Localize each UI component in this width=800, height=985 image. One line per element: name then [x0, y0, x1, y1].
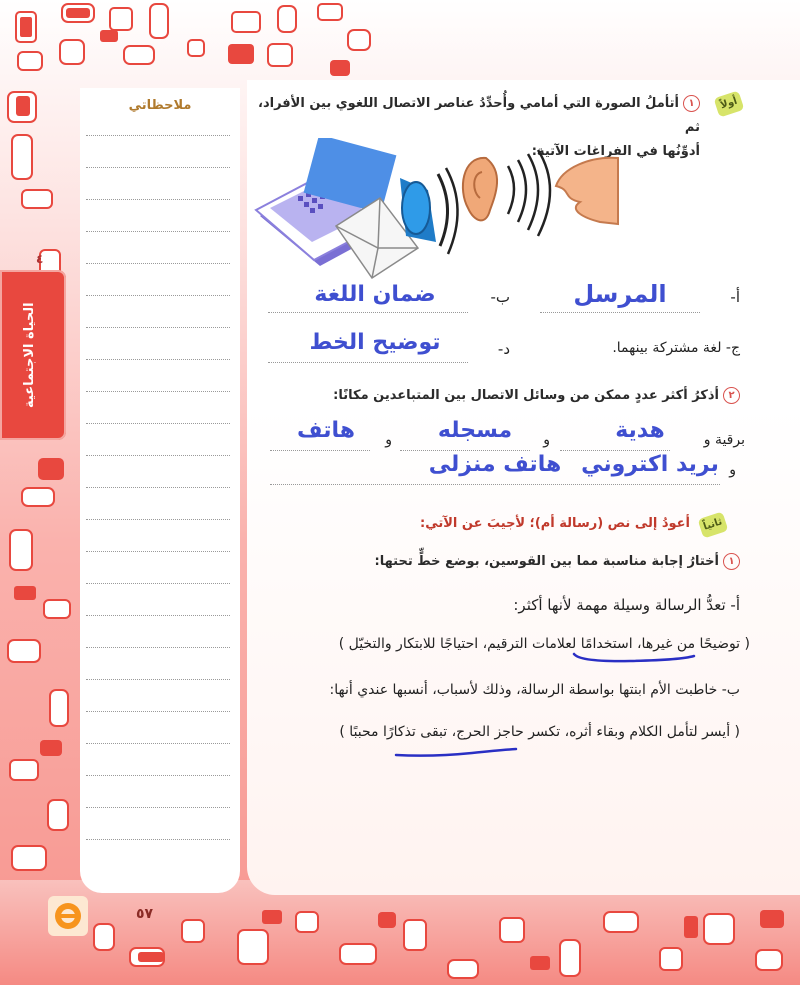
unit-title: الحياة الاجتماعية: [22, 302, 37, 408]
q2-answer-2: مسجله: [437, 418, 513, 443]
q2-conj-3: و: [729, 462, 736, 478]
note-line: [86, 359, 230, 360]
note-line: [86, 391, 230, 392]
speaking-face-icon: [556, 158, 618, 224]
note-line: [86, 615, 230, 616]
note-line: [86, 519, 230, 520]
note-line: [86, 199, 230, 200]
exercise1-question2: [290, 384, 740, 408]
exercise1-badge: أولاً: [714, 90, 745, 117]
note-line: [86, 423, 230, 424]
part-a-underline: [570, 650, 700, 666]
q2-line-4: [270, 484, 720, 485]
sound-waves-icon: [508, 150, 550, 236]
answer-d-line: [268, 362, 468, 363]
note-line: [86, 295, 230, 296]
note-line: [86, 743, 230, 744]
q2-answer-4: بريد اكتروني: [581, 452, 719, 477]
part-a-options: ( توضيحًا من غيرها، استخدامًا لعلامات الترقيم، احتياجًا للابتكار والتخيّل ): [338, 636, 750, 652]
q2-answer-3: هاتف: [297, 418, 355, 443]
exercise2-question1-text: أختارُ إجابة مناسبة مما بين القوسين، بوضع خطٍّ تحتها:: [374, 554, 719, 569]
unit-number: ٤: [36, 252, 44, 266]
label-d: د-: [497, 340, 510, 358]
note-line: [86, 135, 230, 136]
q2-prefix: برقية و: [703, 432, 745, 448]
q2-conj-2: و: [385, 432, 392, 448]
question1-line2: أدوِّنُها في الفراغات الآتية:: [531, 144, 700, 159]
q2-line-2: [400, 450, 530, 451]
note-line: [86, 583, 230, 584]
unit-tab: [0, 270, 66, 440]
ear-icon: [463, 158, 497, 220]
label-b: ب-: [490, 288, 510, 306]
exercise2-badge: ثانياً: [698, 511, 729, 538]
answer-a-line: [540, 312, 700, 313]
q2-answer-1: هدية: [615, 418, 665, 443]
answer-b: ضمان اللغة: [314, 282, 436, 307]
page-number: ٥٧: [136, 906, 154, 922]
book-logo-icon: [48, 896, 88, 936]
question-number: ١: [683, 95, 700, 112]
note-line: [86, 647, 230, 648]
note-line: [86, 167, 230, 168]
note-line: [86, 711, 230, 712]
q2-answer-5: هاتف منزلى: [428, 452, 562, 477]
label-c: ج- لغة مشتركة بينهما.: [612, 340, 740, 356]
notes-label: ملاحظاتي: [128, 98, 192, 113]
q2-line-1: [560, 450, 670, 451]
answer-a: المرسل: [573, 280, 667, 308]
q2-conj-1: و: [543, 432, 550, 448]
exercise2-intro: [290, 512, 690, 536]
answer-d: توضيح الخط: [309, 330, 441, 355]
notes-panel: [80, 88, 240, 893]
question-number: ٢: [723, 387, 740, 404]
label-a: أ-: [730, 288, 740, 306]
answer-b-line: [268, 312, 468, 313]
note-line: [86, 327, 230, 328]
question2-text: أذكرُ أكثر عددٍ ممكن من وسائل الاتصال بين المتباعدين مكانًا:: [333, 388, 719, 403]
q2-line-3: [270, 450, 370, 451]
note-line: [86, 231, 230, 232]
note-line: [86, 679, 230, 680]
note-line: [86, 775, 230, 776]
part-b-underline: [392, 744, 522, 760]
communication-illustration: [250, 138, 620, 283]
part-b-options: ( أيسر لتأمل الكلام وبقاء أثره، تكسر حاجز الحرج، تبقى تذكارًا محببًا ): [339, 724, 740, 740]
note-line: [86, 455, 230, 456]
note-line: [86, 551, 230, 552]
note-line: [86, 839, 230, 840]
note-line: [86, 263, 230, 264]
question-number: ١: [723, 553, 740, 570]
note-line: [86, 487, 230, 488]
exercise2-question1: [290, 550, 740, 574]
part-b-text: ب- خاطبت الأم ابنتها بواسطة الرسالة، وذلك لأسباب، أنسبها عندي أنها:: [329, 682, 740, 698]
exercise2-intro-text: أعودُ إلى نص (رسالة أم)؛ لأجيبَ عن الآتي:: [420, 516, 690, 531]
part-a-text: أ- تعدُّ الرسالة وسيلة مهمة لأنها أكثر:: [513, 596, 740, 614]
question1-line1: أتأملُ الصورة التي أمامي وأُحدِّدُ عناصر الاتصال اللغوي بين الأفراد، ثم: [258, 96, 700, 135]
note-line: [86, 807, 230, 808]
